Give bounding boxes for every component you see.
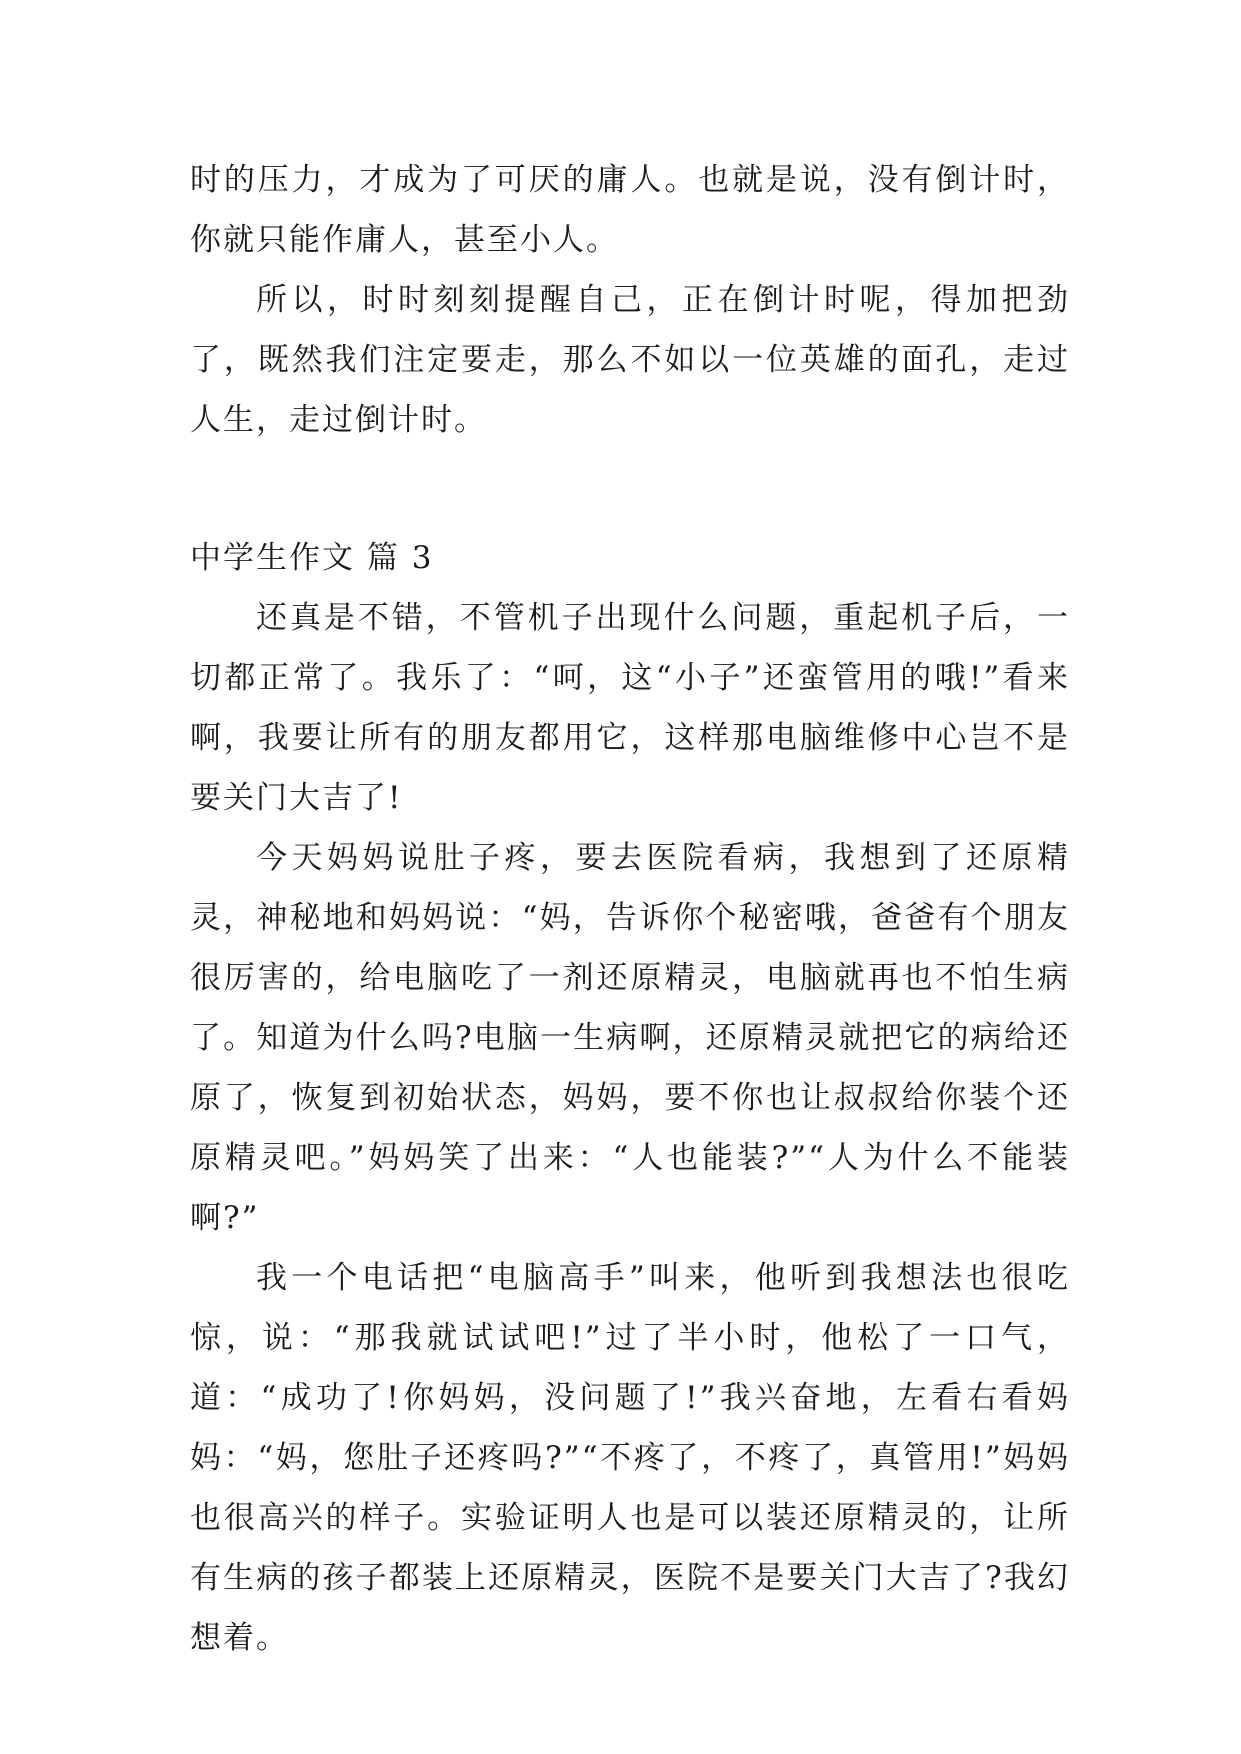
paragraph-3: 还真是不错，不管机子出现什么问题，重起机子后，一切都正常了。我乐了：“呵，这“小子”还蛮管用的哦!”看来啊，我要让所有的朋友都用它，这样那电脑维修中心岂不是要关门大吉了! <box>190 600 1070 816</box>
document-page <box>190 150 1070 1668</box>
paragraph-2: 所以，时时刻刻提醒自己，正在倒计时呢，得加把劲了，既然我们注定要走，那么不如以一位英雄的面孔，走过人生，走过倒计时。 <box>190 282 1070 438</box>
paragraph-1: 时的压力，才成为了可厌的庸人。也就是说，没有倒计时，你就只能作庸人，甚至小人。 <box>190 162 1070 258</box>
section-heading: 中学生作文 篇 3 <box>190 540 434 576</box>
paragraph-4: 今天妈妈说肚子疼，要去医院看病，我想到了还原精灵，神秘地和妈妈说：“妈，告诉你个秘密哦，爸爸有个朋友很厉害的，给电脑吃了一剂还原精灵，电脑就再也不怕生病了。知道为什么吗?电脑一生病啊，还原精灵就把它的病给还原了，恢复到初始状态，妈妈，要不你也让叔叔给你装个还原精灵吧。”妈妈笑了出来：“人也能装?”“人为什么不能装啊?” <box>190 840 1070 1236</box>
paragraph-5: 我一个电话把“电脑高手”叫来，他听到我想法也很吃惊，说：“那我就试试吧!”过了半小时，他松了一口气，道：“成功了!你妈妈，没问题了!”我兴奋地，左看右看妈妈：“妈，您肚子还疼吗?”“不疼了，不疼了，真管用!”妈妈也很高兴的样子。实验证明人也是可以装还原精灵的，让所有生病的孩子都装上还原精灵，医院不是要关门大吉了?我幻想着。 <box>190 1260 1070 1656</box>
